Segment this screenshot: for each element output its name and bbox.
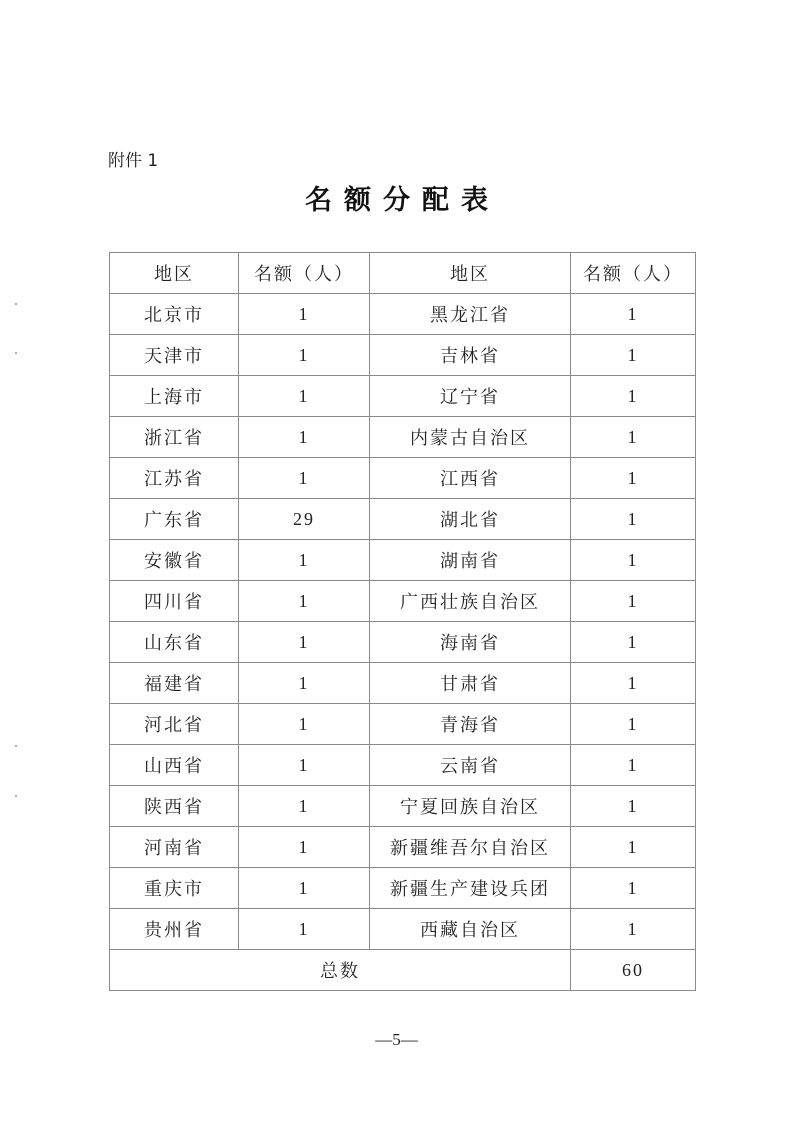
table-row xyxy=(110,704,696,745)
quota-cell: 29 xyxy=(239,499,370,540)
table-row xyxy=(110,827,696,868)
quota-cell: 1 xyxy=(571,827,696,868)
page-title: 名额分配表 xyxy=(305,185,500,216)
region-cell: 甘肃省 xyxy=(370,663,571,704)
region-cell: 浙江省 xyxy=(110,417,239,458)
quota-cell: 1 xyxy=(239,622,370,663)
quota-cell: 1 xyxy=(571,294,696,335)
region-cell: 吉林省 xyxy=(370,335,571,376)
region-cell: 天津市 xyxy=(110,335,239,376)
quota-cell: 1 xyxy=(239,827,370,868)
region-cell: 江苏省 xyxy=(110,458,239,499)
quota-cell: 1 xyxy=(239,335,370,376)
total-row xyxy=(110,950,696,991)
table-row xyxy=(110,335,696,376)
region-cell: 新疆维吾尔自治区 xyxy=(370,827,571,868)
table-row xyxy=(110,294,696,335)
quota-cell: 1 xyxy=(571,663,696,704)
table-header-row xyxy=(110,253,696,294)
region-cell: 新疆生产建设兵团 xyxy=(370,868,571,909)
table-row xyxy=(110,909,696,950)
table-row xyxy=(110,868,696,909)
region-cell: 黑龙江省 xyxy=(370,294,571,335)
scan-speck xyxy=(15,795,17,797)
quota-cell: 1 xyxy=(571,540,696,581)
total-label: 总数 xyxy=(110,950,571,991)
table-row xyxy=(110,663,696,704)
region-cell: 贵州省 xyxy=(110,909,239,950)
table-row xyxy=(110,376,696,417)
quota-cell: 1 xyxy=(239,540,370,581)
quota-cell: 1 xyxy=(571,622,696,663)
table-row xyxy=(110,745,696,786)
quota-cell: 1 xyxy=(239,868,370,909)
quota-cell: 1 xyxy=(239,294,370,335)
region-cell: 宁夏回族自治区 xyxy=(370,786,571,827)
page-number: —5— xyxy=(375,1030,418,1049)
quota-table xyxy=(109,252,696,991)
quota-cell: 1 xyxy=(239,417,370,458)
quota-cell: 1 xyxy=(571,581,696,622)
quota-cell: 1 xyxy=(239,745,370,786)
quota-cell: 1 xyxy=(571,786,696,827)
region-cell: 内蒙古自治区 xyxy=(370,417,571,458)
quota-cell: 1 xyxy=(239,458,370,499)
header-quota-2: 名额（人） xyxy=(571,253,696,294)
quota-cell: 1 xyxy=(571,376,696,417)
region-cell: 山东省 xyxy=(110,622,239,663)
table-row xyxy=(110,622,696,663)
region-cell: 河北省 xyxy=(110,704,239,745)
quota-cell: 1 xyxy=(571,335,696,376)
table-row xyxy=(110,540,696,581)
region-cell: 四川省 xyxy=(110,581,239,622)
region-cell: 海南省 xyxy=(370,622,571,663)
header-quota-1: 名额（人） xyxy=(239,253,370,294)
quota-cell: 1 xyxy=(239,786,370,827)
scan-speck xyxy=(15,745,17,747)
region-cell: 湖南省 xyxy=(370,540,571,581)
region-cell: 重庆市 xyxy=(110,868,239,909)
scan-speck xyxy=(15,352,17,354)
table-row xyxy=(110,499,696,540)
region-cell: 广东省 xyxy=(110,499,239,540)
region-cell: 湖北省 xyxy=(370,499,571,540)
quota-cell: 1 xyxy=(239,581,370,622)
region-cell: 青海省 xyxy=(370,704,571,745)
table-row xyxy=(110,458,696,499)
region-cell: 福建省 xyxy=(110,663,239,704)
table-row xyxy=(110,417,696,458)
quota-cell: 1 xyxy=(571,704,696,745)
region-cell: 上海市 xyxy=(110,376,239,417)
header-region-2: 地区 xyxy=(370,253,571,294)
region-cell: 北京市 xyxy=(110,294,239,335)
quota-cell: 1 xyxy=(239,376,370,417)
quota-cell: 1 xyxy=(571,909,696,950)
region-cell: 辽宁省 xyxy=(370,376,571,417)
region-cell: 陕西省 xyxy=(110,786,239,827)
total-value: 60 xyxy=(571,950,696,991)
region-cell: 山西省 xyxy=(110,745,239,786)
header-region-1: 地区 xyxy=(110,253,239,294)
quota-cell: 1 xyxy=(239,663,370,704)
region-cell: 安徽省 xyxy=(110,540,239,581)
quota-cell: 1 xyxy=(571,499,696,540)
quota-cell: 1 xyxy=(571,458,696,499)
region-cell: 广西壮族自治区 xyxy=(370,581,571,622)
attachment-label: 附件 1 xyxy=(108,151,159,171)
quota-cell: 1 xyxy=(239,704,370,745)
quota-cell: 1 xyxy=(239,909,370,950)
region-cell: 云南省 xyxy=(370,745,571,786)
quota-cell: 1 xyxy=(571,868,696,909)
quota-cell: 1 xyxy=(571,745,696,786)
region-cell: 西藏自治区 xyxy=(370,909,571,950)
table-row xyxy=(110,786,696,827)
table-row xyxy=(110,581,696,622)
scan-speck xyxy=(15,303,17,305)
region-cell: 河南省 xyxy=(110,827,239,868)
quota-cell: 1 xyxy=(571,417,696,458)
region-cell: 江西省 xyxy=(370,458,571,499)
